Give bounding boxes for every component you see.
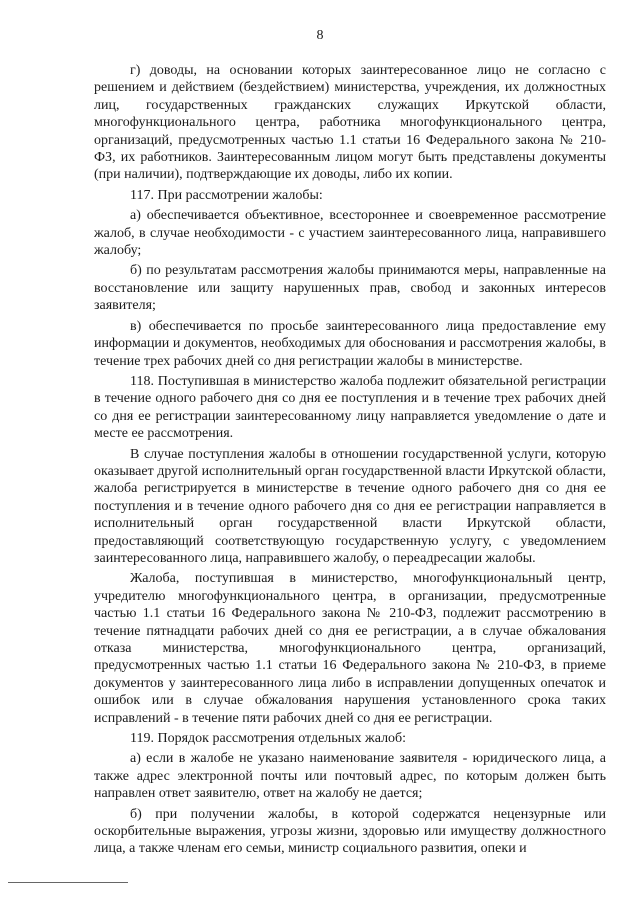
bottom-divider	[8, 882, 128, 883]
paragraph-119-heading: 119. Порядок рассмотрения отдельных жалоб:	[130, 731, 407, 747]
document-body	[94, 62, 606, 861]
paragraph-118: 118. Поступившая в министерство жалоба подлежит обязательной регистрации в течение одного рабочего дня со дня ее поступления и в течение трех рабочих дней со дня ее регистрации заинтересованному лицу направляется уведомление о дате и месте ее рассмотрения.	[94, 373, 606, 442]
paragraph-g-arguments: г) доводы, на основании которых заинтересованное лицо не согласно с решением и действием (бездействием) министерства, учреждения, их должностных лиц, государственных гражданских служащих Иркутской области, многофункционального центра, работника многофункционального центра, организаций, предусмотренных частью 1.1 статьи 16 Федерального закона № 210-ФЗ, их работников. Заинтересованным лицом могут быть представлены документы (при наличии), подтверждающие их доводы, либо их копии.	[94, 63, 606, 183]
paragraph-117-b: б) по результатам рассмотрения жалобы принимаются меры, направленные на восстановление или защиту нарушенных прав, свобод и законных интересов заявителя;	[94, 263, 606, 314]
paragraph-118-terms: Жалоба, поступившая в министерство, многофункциональный центр, учредителю многофункционального центра, в организации, предусмотренные частью 1.1 статьи 16 Федерального закона № 210-ФЗ, подлежит рассмотрению в течение пятнадцати рабочих дней со дня ее регистрации, а в случае обжалования отказа министерства, многофункционального центра, организаций, предусмотренных частью 1.1 статьи 16 Федерального закона № 210-ФЗ, в приеме документов у заинтересованного лица либо в исправлении допущенных опечаток и ошибок или в случае обжалования нарушения установленного срока таких исправлений - в течение пяти рабочих дней со дня ее регистрации.	[94, 571, 606, 726]
paragraph-118-redirect: В случае поступления жалобы в отношении государственной услуги, которую оказывает другой исполнительный орган государственной власти Иркутской области, жалоба регистрируется в министерстве в течение одного рабочего дня со дня ее поступления и в течение одного рабочего дня со дня ее регистрации направляется в исполнительный орган государственной власти Иркутской области, предоставляющий соответствующую государственную услугу, с уведомлением заинтересованного лица, направившего жалобу, о переадресации жалобы.	[94, 446, 606, 566]
paragraph-119-a: а) если в жалобе не указано наименование заявителя - юридического лица, а также адрес электронной почты или почтовый адрес, по которым должен быть направлен ответ заявителю, ответ на жалобу не дается;	[94, 751, 606, 802]
paragraph-119-b: б) при получении жалобы, в которой содержатся нецензурные или оскорбительные выражения, угрозы жизни, здоровью или имуществу должностного лица, а также членам его семьи, министр социального развития, опеки и	[94, 806, 606, 857]
page-number: 8	[316, 28, 324, 43]
paragraph-117-a: а) обеспечивается объективное, всестороннее и своевременное рассмотрение жалоб, в случае необходимости - с участием заинтересованного лица, направившего жалобу;	[94, 208, 606, 259]
paragraph-117-heading: 117. При рассмотрении жалобы:	[130, 187, 323, 203]
paragraph-117-v: в) обеспечивается по просьбе заинтересованного лица предоставление ему информации и документов, необходимых для обоснования и рассмотрения жалобы, в течение трех рабочих дней со дня регистрации жалобы в министерстве.	[94, 318, 606, 369]
